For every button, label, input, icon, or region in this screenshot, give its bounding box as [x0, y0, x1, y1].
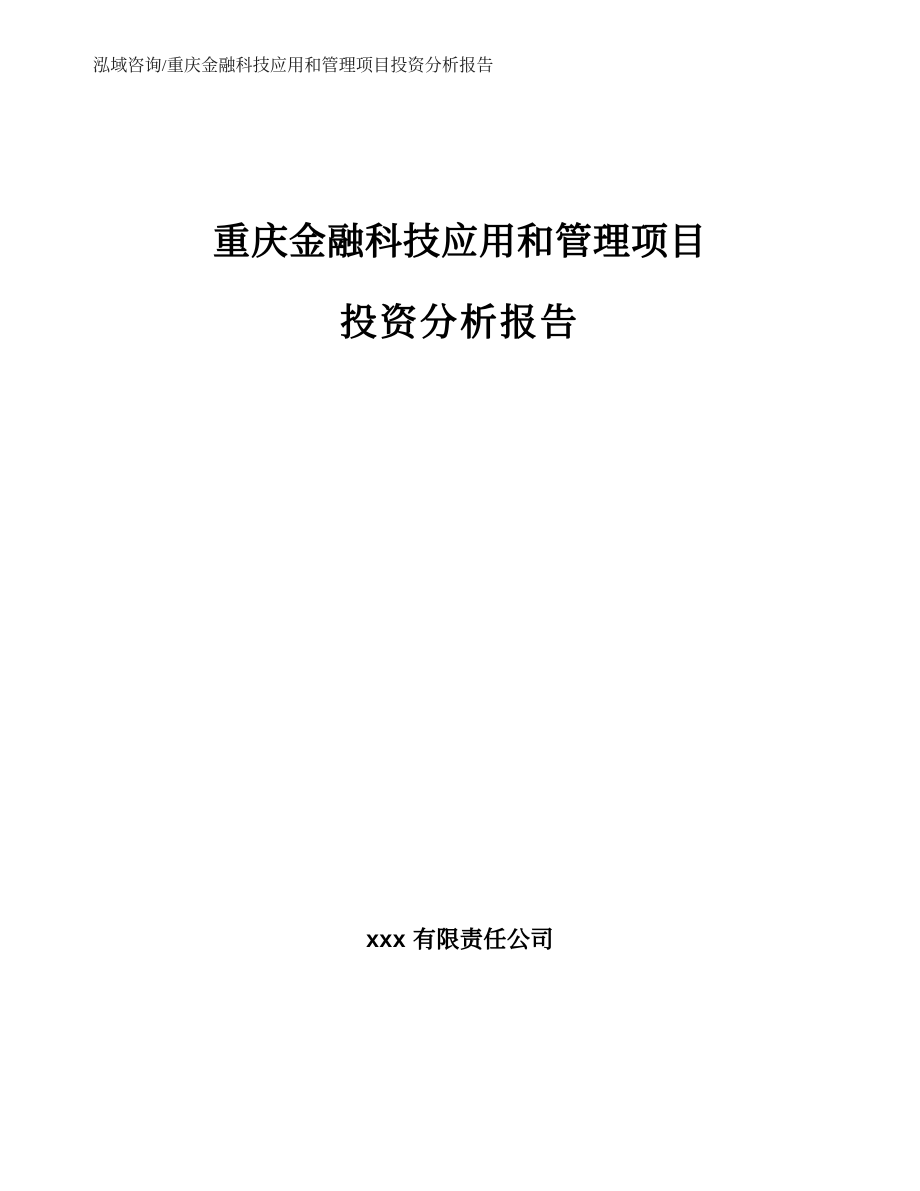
report-title-line-1: 重庆金融科技应用和管理项目 [213, 221, 707, 262]
company-name: xxx 有限责任公司 [366, 926, 554, 952]
document-header-line: 泓域咨询/重庆金融科技应用和管理项目投资分析报告 [93, 56, 494, 75]
report-title-line-2: 投资分析报告 [340, 302, 580, 343]
